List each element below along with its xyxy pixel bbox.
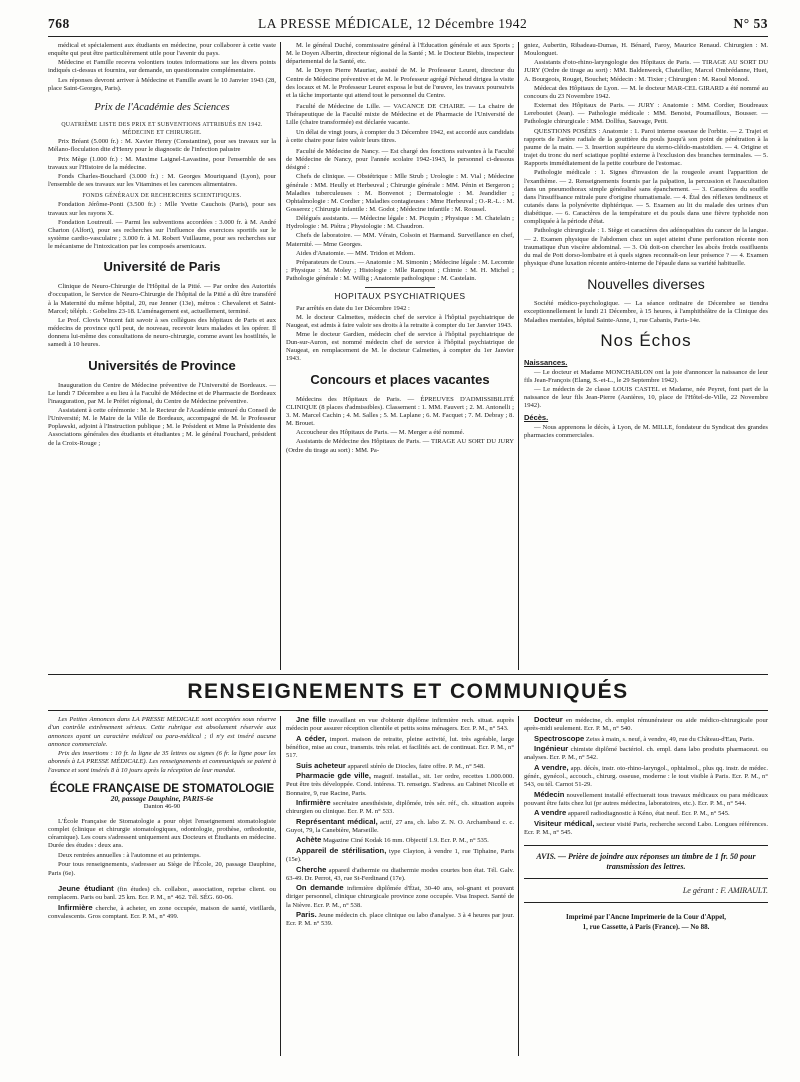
classified-ad: Suis acheteur appareil stéréo de Diocles, faire offre. P. M., n° 548. [296, 760, 485, 770]
classified-ad: On demande infirmière diplômée d'État, 30-40 ans, sol-gnant et pouvant diriger personnel, clinique chirurgicale province zone occupée. Visa Inspect. Santé de la Nièvre. Ecr. P. M., n° 538. [286, 883, 514, 909]
concours-paragraph: Médecins des Hôpitaux de Paris. — ÉPREUVES D'ADMISSIBILITÉ CLINIQUE (8 places d'admissibles). Classement : 1. MM. Fauvert ; 2. M. Antonelli ; 3. M. Marcel Cachin ; 4. M. Salles ; 5. M. Laplane ; 6. M. Facquet ; 7. M. Debray ; 8. M. Brouet. [286, 395, 514, 428]
col3-paragraph: Médecat des Hôpitaux de Lyon. — M. le docteur MAR-CEL GIRARD a été nommé au concours du 23 Novembre 1942. [524, 84, 768, 100]
naissances-label: Naissances. [524, 357, 568, 367]
classified-ad: Jeune étudiant (fin études) ch. collabor., association, reprise client. ou remplacem. Paris ou banl. 25 km. Ecr. P. M., n° 462. Tél. SÉG. 60-06. [48, 884, 276, 902]
hospitals-paragraph: M. le docteur Calmettes, médecin chef de service à l'hôpital psychiatrique de Naugeat, est admis à faire valoir ses droits à la retraite à compter du 1er Janvier 1943. [286, 313, 514, 329]
classified-ad: Visiteur médical, secteur visité Paris, recherche second Labo. Longues références. Ecr. P. M., n° 545. [524, 818, 768, 837]
divider [524, 902, 768, 903]
col3-paragraph: Pathologie chirurgicale : 1. Siège et caractères des adénopathies du cancer de la langue. — 2. Examen physique de l'abdomen chez un sujet atteint d'une perforation récente non traumatique d'un viscère abdominal. — 3. Où doit-on chercher les abcès froids ossifluents du mal de Pott dorso-lombaire et à quels signes reconnaît-on leur présence ? — 4. Examen physique d'une luxation récente antéro-interne de l'épaule dans sa variété habituelle. [524, 227, 768, 268]
printer-line-2: 1, rue Cassette, à Paris (France). — No 88. [582, 922, 710, 931]
concours-paragraph: Assistants de Médecine des Hôpitaux de Paris. — TIRAGE AU SORT DU JURY (Ordre du tirage au sort) : MM. Pa- [286, 438, 514, 454]
naissance-item: — Le médecin de 2e classe LOUIS CASTEL et Madame, née Peyret, font part de la naissance de leur fils Jean-Pierre (Asnières, 10, place de l'Hôtel-de-Ville, 22 Novembre 1942). [524, 386, 768, 410]
column-divider [280, 716, 281, 1056]
classified-ad: A céder, import. maison de retraite, pleine activité, lut. très agréable, large bénéfice, mise au cour., transmis. très relat. et facilités act. de continuat. Ecr. P. M., n° 517. [286, 733, 514, 760]
intro-paragraph: Médecine et Famille recevra volontiers toutes informations sur les divers points indiqués ci-dessus et fournira, sur demande, un questionnaire complémentaire. [48, 59, 276, 75]
prix-paragraph: Prix Bréant (5.000 fr.) : M. Xavier Henry (Constantine), pour ses travaux sur la Mélano-floculation dite d'Henry pour le diagnostic de l'infection palustre [48, 138, 276, 154]
bottom-column-3 [524, 716, 768, 1056]
intro-paragraph: médical et spécialement aux étudiants en médecine, pour collaborer à cette vaste enquête qui peut être particulièrement utile pour l'avenir du pays. [48, 42, 276, 58]
nancy-list: Délégués assistants. — Médecine légale : M. Picquin ; Physique : M. Chatelain ; Hydrologie : M. Piétra ; Physiologie : M. Chaudron. [286, 215, 514, 231]
col2-paragraph: M. le Doyen Pierre Mauriac, assisté de M. le Professeur Leuret, directeur du Centre de Médecine préventive et de M. le Professeur agrégé Pécheud dirigea la visite des locaux et M. le Professeur Leuret exposa le but de l'œuvre, les travaux poursuivis et la tâche importante qui attend tout le personnel du Centre. [286, 67, 514, 99]
deces-item: — Nous apprenons le décès, à Lyon, de M. MILLE, fondateur du Syndicat des grandes pharmacies commerciales. [524, 423, 768, 439]
prix-heading: Prix de l'Académie des Sciences [94, 101, 230, 113]
lille-paragraph-2: Un délai de vingt jours, à compter du 3 Décembre 1942, est accordé aux candidats à cette chaire pour faire valoir leurs titres. [286, 128, 514, 144]
concours-heading: Concours et places vacantes [310, 371, 490, 387]
deces-label: Décès. [524, 412, 549, 422]
classified-ad: Ingénieur chimiste diplômé bactériol. ch. empl. dans labo produits pharmaceut. ou analyses. Ecr. P. M., n° 542. [524, 744, 768, 762]
section-rule [48, 674, 768, 675]
renseignements-title: RENSEIGNEMENTS ET COMMUNIQUÉS [187, 680, 629, 703]
classified-ad: Spectroscope Zeiss à main, s. neuf, à vendre, 49, rue du Château-d'Eau, Paris. [534, 733, 755, 743]
nouvelles-heading: Nouvelles diverses [587, 276, 705, 293]
classified-ad: Pharmacie gde ville, magnif. installat., sit. 1er ordre, recettes 1.000.000. Peut être très développée. Cond. intéress. Tt. renseign. S'adress. au Cabinet Nicolle et Bonnaire, 9, rue Racine, Paris. [286, 771, 514, 797]
page-number: 768 [48, 16, 70, 31]
annonces-intro: Les Petites Annonces dans LA PRESSE MÉDICALE sont acceptées sous réserve d'un contrôle extrêmement sérieux. Cette rubrique est absolument réservée aux annonces ayant un caractère médical ou para-médical ; il n'y est inséré aucune annonce commerciale. [48, 716, 276, 748]
univ-paris-paragraph: Le Prof. Clovis Vincent fait savoir à ses collègues des hôpitaux de Paris et aux médecins de province qu'il peut, de nouveau, recevoir leurs malades et les opérer. Il donnera lui-même des consultations de neuro-chirurgie, comme avant les hostilités, le samedi à 10 heures. [48, 316, 276, 349]
univ-paris-heading: Université de Paris [103, 259, 221, 275]
school-phone: Danton 46-90 [143, 803, 181, 811]
classified-ad: Jne fille travaillant en vue d'obtenir diplôme infirmière rech. situat. auprès médecin pour assurer réception clientèle et petits soins ménagers. Ecr. P. M., n° 543. [286, 716, 514, 733]
header-rule [48, 36, 768, 37]
section-rule [48, 710, 768, 711]
univ-province-paragraph: Inauguration du Centre de Médecine préventive de l'Université de Bordeaux. — Le lundi 7 Décembre a eu lieu à la Faculté de Médecine et de Pharmacie de Bordeaux l'inauguration, par M. le Préfet régional, du Centre de Médecine préventive. [48, 381, 276, 405]
classified-ad: Docteur en médecine, ch. emploi rémunérateur ou aide médico-chirurgicale pour après-midi seulement. Ecr. P. M., n° 540. [524, 716, 768, 733]
classified-ad: Cherche appareil d'athermie ou diathermie modes courtes bon état. Tél. Galv. 63-49. Dr. Perrot, 43, rue St-Ferdinand (17e). [286, 864, 514, 882]
column-3 [524, 42, 768, 670]
classified-ad: A vendre appareil radiodiagnostic à Kéno, état neuf. Ecr. P. M., n° 545. [534, 808, 730, 818]
school-address: 20, passage Dauphine, PARIS-6e [110, 794, 214, 804]
classified-ad: Appareil de stérilisation, type Clayton, à vendre 1, rue Tiphaine, Paris (15e). [286, 845, 514, 864]
column-2 [286, 42, 514, 670]
page-header [48, 16, 768, 38]
column-divider [518, 716, 519, 1056]
col2-paragraph: M. le général Duché, commissaire général à l'Éducation générale et aux Sports ; M. le Doyen Albertin, directeur régional de la Santé ; M. le Docteur Biebis, inspecteur départemental de la Santé, etc. [286, 42, 514, 66]
fonds-paragraph: Fondation Loutreuil. — Parmi les subventions accordées : 3.000 fr. à M. André Charton (Alfort), pour ses recherches sur l'influence des exercices sportifs sur le système cardio-vasculaire ; 3.000 fr. à M. Robert Vuillaume, pour ses recherches sur le mécanisme de l'intoxication par les composés arsenicaux. [48, 218, 276, 251]
school-title: ÉCOLE FRANÇAISE DE STOMATOLOGIE [49, 782, 275, 795]
column-1 [48, 42, 276, 670]
prix-paragraph: Prix Mège (1.000 fr.) : M. Maxime Laignel-Lavastine, pour l'ensemble de ses travaux sur l'Histoire de la médecine. [48, 155, 276, 171]
bottom-column-2 [286, 716, 514, 1056]
lille-paragraph: Faculté de Médecine de Lille. — VACANCE DE CHAIRE. — La chaire de Thérapeutique de la Faculté mixte de Médecine et de Pharmacie de l'Université de Lille (chaire transformée) est déclarée vacante. [286, 103, 514, 127]
avis-notice: AVIS. — Prière de joindre aux réponses un timbre de 1 fr. 50 pour transmission des lettres. [536, 852, 756, 872]
school-paragraph: L'École Française de Stomatologie a pour objet l'enseignement stomatologiste complet (clinique et chirurgie stomatologiques, odontologie, prothèse, orthodontie, céramique). Les cours s'adressent uniquement aux Docteurs et Étudiants en médecine. Durée des études : deux ans. [48, 817, 276, 850]
printer-line-1: Imprimé par l'Ancne Imprimerie de la Cour d'Appel, [566, 912, 726, 921]
school-paragraph: Pour tous renseignements, s'adresser au Siège de l'École, 20, passage Dauphine, Paris (6e). [48, 861, 276, 877]
classified-ad: Paris. Jeune médecin ch. place clinique ou labo d'analyse. 3 à 4 heures par jour. Ecr. P. M. n° 539. [286, 910, 514, 928]
divider [524, 845, 768, 846]
hospitals-paragraph: Par arrêtés en date du 1er Décembre 1942 : [296, 304, 410, 312]
school-paragraph: Deux rentrées annuelles : à l'automne et au printemps. [58, 851, 201, 859]
annonces-intro: Prix des insertions : 10 fr. la ligne de 35 lettres ou signes (6 fr. la ligne pour les abonnés à LA PRESSE MÉDICALE). Les renseignements et communiqués se paient à l'avance et sont insérés 8 à 10 jours après la réception de leur mandat. [48, 750, 276, 774]
divider [365, 287, 435, 288]
publication-title: LA PRESSE MÉDICALE, 12 Décembre 1942 [258, 16, 528, 31]
naissance-item: — Le docteur et Madame MONCHABLON ont la joie d'annoncer la naissance de leur fils Jean-François (Elang, S.-et-L., le 29 Septembre 1942). [524, 368, 768, 384]
intro-paragraph: Les réponses devront arriver à Médecine et Famille avant le 10 Janvier 1943 (28, place Saint-Georges, Paris). [48, 76, 276, 92]
classified-ad: Achète Magazine Ciné Kodak 16 mm. Objectif 1.9. Ecr. P. M., n° 535. [296, 835, 489, 845]
col3-paragraph: Externat des Hôpitaux de Paris. — JURY : Anatomie : MM. Cordier, Boudreaux Lerebouiet (Jean). — Pathologie médicale : MM. Benoist, Poumailloux, Bousser. — Pathologie chirurgicale : MM. Dollfus, Sauvage, Petit. [524, 102, 768, 126]
col3-continuation: gniez, Aubertin, Ribadeau-Dumas, H. Bénard, Faroy, Maurice Renaud. Chirurgien : M. Moulonguet. [524, 42, 768, 58]
classified-ad: A vendre, app. décès, instr. oto-rhino-laryngol., ophtalmol., plus qq. instr. de médec. génér., gynécol., accouch., chirurg. osseuse, moderne : le tout visible à Paris. Ecr. P. M., n° 543, ou tél. Carnot 51-29. [524, 762, 768, 789]
classified-ad: Médecin nouvellement installé effectuerait tous travaux médicaux ou para médicaux pouvant être faits chez lui (pr autres médecins, laboratoires, etc.). Ecr. P. M., n° 544. [524, 789, 768, 807]
issue-number: N° 53 [733, 16, 768, 31]
column-divider [280, 42, 281, 670]
classified-ad: Infirmière cherche, à acheter, en zone occupée, maison de santé, vieillards, convalescents. Gros comptant. Ecr. P. M., n° 499. [48, 902, 276, 920]
fonds-caps: FONDS GÉNÉRAUX DE RECHERCHES SCIENTIFIQUES. [82, 193, 242, 200]
classified-ad: Représentant médical, actif, 27 ans, ch. labo Z. N. O. Archambaud c. c. Guyot, 79, la Canebière, Marseille. [286, 816, 514, 834]
fonds-paragraph: Fondation Jérôme-Ponti (3.500 fr.) : Mlle Yvette Cauchois (Paris), pour ses travaux sur les rayons X. [48, 201, 276, 217]
gerant-signature: Le gérant : F. AMIRAULT. [682, 886, 768, 896]
nancy-list: Chefs de clinique. — Obstétrique : Mlle Strub ; Urologie : M. Vial ; Médecine générale : MM. Heully et Herbeuval ; Chirurgie générale : MM. Pénin et Bergeron ; Maladies tuberculeuses : M. Bonvenot ; Dermatologie : M. Jeandidier ; Ophtalmologie : M. Cordier ; Maladies contagieuses : Mme Herbeuval ; O.-R.-L. : M. Gosserez ; Chirurgie infantile : M. Godot ; Médecine infantile : M. Roussel. [286, 173, 514, 213]
hospitals-heading: HOPITAUX PSYCHIATRIQUES [334, 291, 466, 302]
univ-province-paragraph: Assistaient à cette cérémonie : M. le Recteur de l'Académie entouré du Conseil de l'Université; M. le Maire de la Ville de Bordeaux, accompagné de M. le Professeur Poplawski, adjoint à l'Instruction publique ; M. le Président et Mme la Présidente des Associations générales des étudiants et étudiantes ; M. le général Fouchard, président de la Croix-Rouge ; [48, 407, 276, 447]
hospitals-paragraph: Mme le docteur Gardien, médecin chef de service à l'hôpital psychiatrique de Dun-sur-Auron, est nommé médecin chef de service à l'hôpital psychiatrique de Naugeat, en remplacement de M. le docteur Calmettes, à compter du 1er Janvier 1943. [286, 331, 514, 363]
nancy-paragraph: Faculté de Médecine de Nancy. — Est chargé des fonctions suivantes à la Faculté de Médecine de Nancy, pour l'année scolaire 1942-1943, le personnel ci-dessous désigné : [286, 147, 514, 172]
col3-paragraph: Pathologie médicale : 1. Signes d'invasion de la rougeole avant l'apparition de l'exanthème. — 2. Renseignements fournis par la palpation, la percussion et l'auscultation dans un pneumothorax simple généralisé sans épanchement. — 3. Caractères du souffle dans l'insuffisance mitrale pure d'origine rhumatismale. — 4. Étal des réflexes tendineux et cutanés dans la polynévrite diphtérique. — 5. Examen au lit du malade des urines d'un diabétique. — 6. Caractères de la température et du pouls dans une fièvre typhoïde non compliquée à la période d'état. [524, 169, 768, 226]
concours-paragraph: Accoucheur des Hôpitaux de Paris. — M. Merger a été nommé. [296, 429, 465, 437]
nancy-list: Chefs de laboratoire. — MM. Vérain, Colsoin et Harmand. Surveillance en chef, Maternité. — Mme Georges. [286, 232, 514, 248]
divider [524, 878, 768, 879]
nancy-list: Aides d'Anatomie. — MM. Tridon et Mdom. [296, 249, 415, 257]
col3-paragraph: QUESTIONS POSÉES : Anatomie : 1. Paroi interne osseuse de l'orbite. — 2. Trajet et rapports de l'artère radiale de la gouttière du pouls jusqu'à son point de pénétration à la paume de la main. — 3. Insertion supérieure du sterno-cléido-mastoïdien. — 4. Origine et trajet du tronc du nerf sciatique poplité externe à l'exclusion des branches terminales. — 5. Rapports immédiatement de la petite courbure de l'estomac. [524, 127, 768, 168]
col3-paragraph: Assistants d'oto-rhino-laryngologie des Hôpitaux de Paris. — TIRAGE AU SORT DU JURY (Ordre de tirage au sort) : MM. Baldenweck, Chatellier, Marcel Ombrédanne, Huet, A. Bourgeois, Rouget, Bouchet; Médecin : M. Tixier ; Chirurgien : M. Raoul Monod. [524, 59, 768, 83]
classified-ad: Infirmière secrétaire anesthésiste, diplômée, très sér. réf., ch. situation auprès chirurgien ou clinique. Ecr. P. M. n° 533. [286, 798, 514, 816]
bottom-column-1 [48, 716, 276, 1056]
univ-province-heading: Universités de Province [88, 357, 236, 373]
nouvelles-paragraph: Société médico-psychologique. — La séance ordinaire de Décembre se tiendra exceptionnellement le lundi 21 Décembre, à 15 heures, à l'amphithéâtre de la Clinique des Maladies mentales, hôpital Sainte-Anne, 1, rue Cabanis, Paris-14e. [524, 300, 768, 324]
column-divider [518, 42, 519, 670]
prix-caps: QUATRIÈME LISTE DES PRIX ET SUBVENTIONS ATTRIBUÉS EN 1942. MÉDECINE ET CHIRURGIE. [61, 121, 263, 137]
prix-paragraph: Fonds Charles-Bouchard (3.000 fr.) : M. Georges Mouriquand (Lyon), pour l'ensemble de ses travaux sur les Vitamines et les carences alimentaires. [48, 172, 276, 189]
univ-paris-paragraph: Clinique de Neuro-Chirurgie de l'Hôpital de la Pitié. — Par ordre des Autorités d'occupation, le Service de Neuro-Chirurgie de l'hôpital de la Pitié a dû être transféré à la Maternité du même hôpital, 20, rue Jenner (13e), métros : Chevaleret et Saint-Marcel; téléph. : Gobelins 23-18. L'aménagement est, actuellement, terminé. [48, 283, 276, 315]
nancy-list: Préparateurs de Cours. — Anatomie : M. Simonin ; Médecine légale : M. Lecomte ; Physique : M. Moley ; Histologie : Mlle Rampont ; Chimie : M. H. Michel ; Pathologie générale : M. Willig ; Anatomie pathologique : M. Castelain. [286, 258, 514, 283]
echos-heading: Nos Échos [600, 330, 692, 350]
